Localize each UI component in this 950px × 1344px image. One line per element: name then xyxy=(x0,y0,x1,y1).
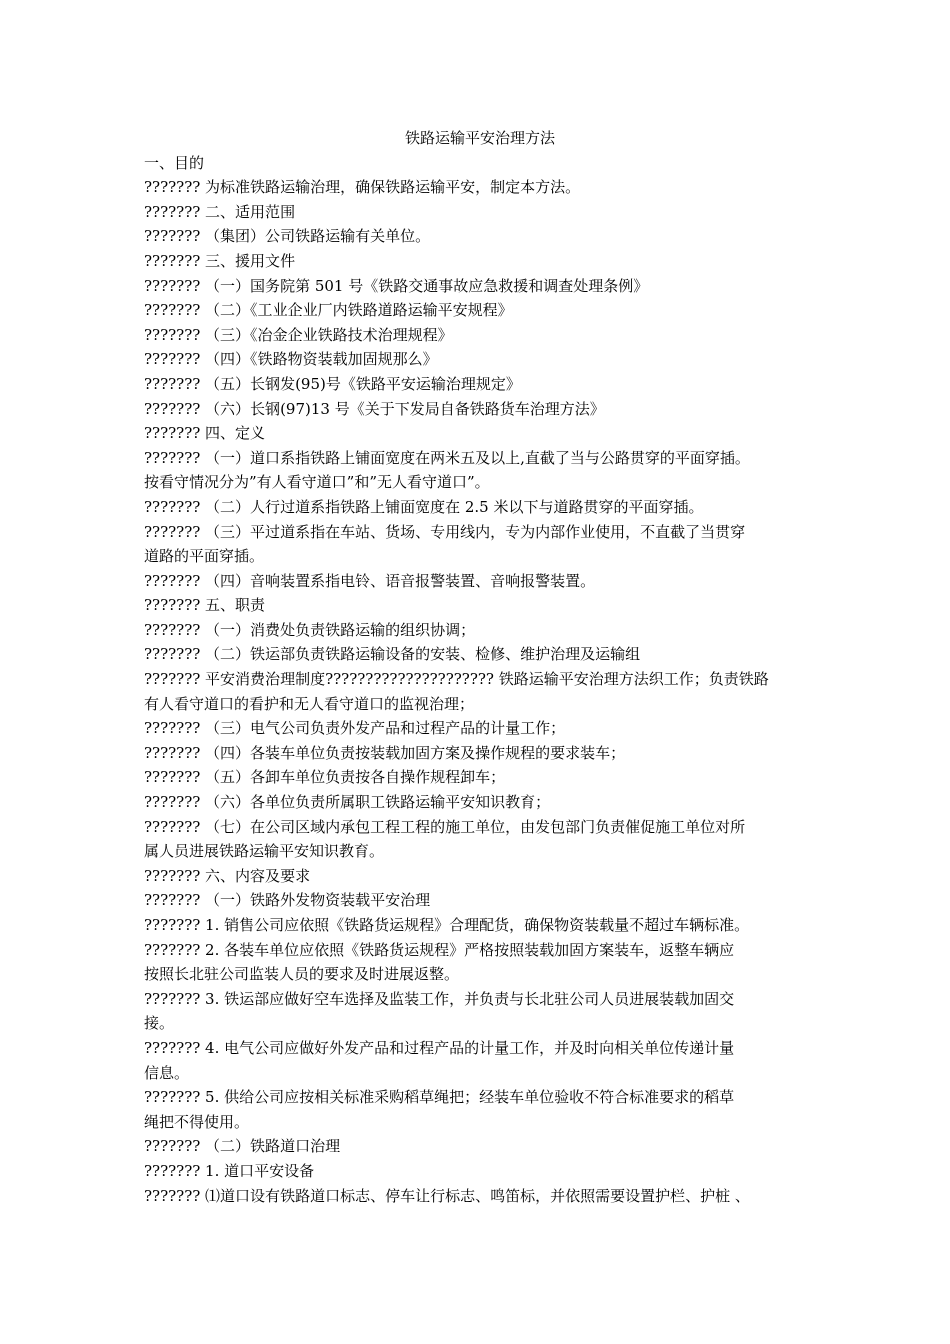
document-line: ??????? （二）铁路道口治理 xyxy=(144,1137,341,1156)
document-line: 道路的平面穿插。 xyxy=(144,547,265,566)
document-line: 绳把不得使用。 xyxy=(144,1112,250,1131)
document-line: ??????? 1. 道口平安设备 xyxy=(144,1161,315,1180)
document-line: ??????? 为标准铁路运输治理，确保铁路运输平安，制定本方法。 xyxy=(144,178,581,197)
document-line: ??????? （三）平过道系指在车站、货场、专用线内，专为内部作业使用，不直截了当贯穿 xyxy=(144,522,746,541)
document-line: ??????? 四、定义 xyxy=(144,424,266,443)
document-line: ??????? （四）各装车单位负责按装载加固方案及操作规程的要求装车； xyxy=(144,743,626,762)
document-line: ??????? （一）消费处负责铁路运输的组织协调； xyxy=(144,620,476,639)
document-line: ??????? 4. 电气公司应做好外发产品和过程产品的计量工作，并及时向相关单位传递计量 xyxy=(144,1038,735,1057)
document-line: ??????? （七）在公司区域内承包工程工程的施工单位，由发包部门负责催促施工单位对所 xyxy=(144,817,746,836)
document-line: 接。 xyxy=(144,1014,175,1033)
document-lines xyxy=(144,151,816,1209)
document-line: 属人员进展铁路运输平安知识教育。 xyxy=(144,842,385,861)
document-line: 一、目的 xyxy=(144,153,205,172)
document-line: ??????? 3. 铁运部应做好空车选择及监装工作，并负责与长北驻公司人员进展装载加固交 xyxy=(144,989,735,1008)
document-line: ??????? ⑴道口设有铁路道口标志、停车让行标志、鸣笛标，并依照需要设置护栏、护桩 、 xyxy=(144,1186,750,1205)
document-line: ??????? 5. 供给公司应按相关标准采购稻草绳把；经装车单位验收不符合标准要求的稻草 xyxy=(144,1088,735,1107)
document-line: ??????? 六、内容及要求 xyxy=(144,866,311,885)
document-line: ??????? 1. 销售公司应依照《铁路货运规程》合理配货，确保物资装载量不超过车辆标准。 xyxy=(144,916,750,934)
document-line: ??????? （六）各单位负责所属职工铁路运输平安知识教育； xyxy=(144,793,551,812)
document-line: ??????? 2. 各装车单位应依照《铁路货运规程》严格按照装载加固方案装车，返整车辆应 xyxy=(144,940,735,959)
document-line: 按照长北驻公司监装人员的要求及时进展返整。 xyxy=(144,965,460,984)
document-line: ??????? （一）道口系指铁路上铺面宽度在两米五及以上,直截了当与公路贯穿的平面穿插。 xyxy=(144,448,750,467)
document-line: ??????? （四）《铁路物资装载加固规那么》 xyxy=(144,350,438,369)
document-line: ??????? （三）《冶金企业铁路技术治理规程》 xyxy=(144,325,453,344)
document-title: 铁路运输平安治理方法 xyxy=(404,129,555,147)
document-line: ??????? （三）电气公司负责外发产品和过程产品的计量工作； xyxy=(144,719,566,738)
document-line: ??????? （一）国务院第 501 号《铁路交通事故应急救援和调查处理条例》 xyxy=(144,276,649,295)
document-line: 信息。 xyxy=(144,1063,190,1082)
document-line: 有人看守道口的看护和无人看守道口的监视治理； xyxy=(144,694,475,713)
document-line: ??????? （四）音响装置系指电铃、语音报警装置、音响报警装置。 xyxy=(144,571,596,590)
document-line: ??????? （六）长钢(97)13 号《关于下发局自备铁路货车治理方法》 xyxy=(144,399,605,418)
document-line: ??????? 五、职责 xyxy=(144,596,266,615)
document-line: ??????? （五）各卸车单位负责按各自操作规程卸车； xyxy=(144,768,506,787)
document-line: ??????? （五）长钢发(95)号《铁路平安运输治理规定》 xyxy=(144,374,521,393)
document-line: 按看守情况分为”有人看守道口”和”无人看守道口”。 xyxy=(144,473,490,492)
document-line: ??????? 三、援用文件 xyxy=(144,251,296,270)
document-line: ??????? （二）人行过道系指铁路上铺面宽度在 2.5 米以下与道路贯穿的平面穿插。 xyxy=(144,497,704,516)
document-line: ??????? 平安消费治理制度????????????????????? 铁路运输平安治理方法织工作；负责铁路 xyxy=(144,670,769,689)
document-line: ??????? （集团）公司铁路运输有关单位。 xyxy=(144,227,431,246)
document-line: ??????? （一）铁路外发物资装载平安治理 xyxy=(144,891,431,910)
document-line: ??????? （二）铁运部负责铁路运输设备的安装、检修、维护治理及运输组 xyxy=(144,645,641,664)
document-body xyxy=(144,126,816,1208)
document-line: ??????? （二）《工业企业厂内铁路道路运输平安规程》 xyxy=(144,301,513,320)
document-line: ??????? 二、适用范围 xyxy=(144,202,296,221)
